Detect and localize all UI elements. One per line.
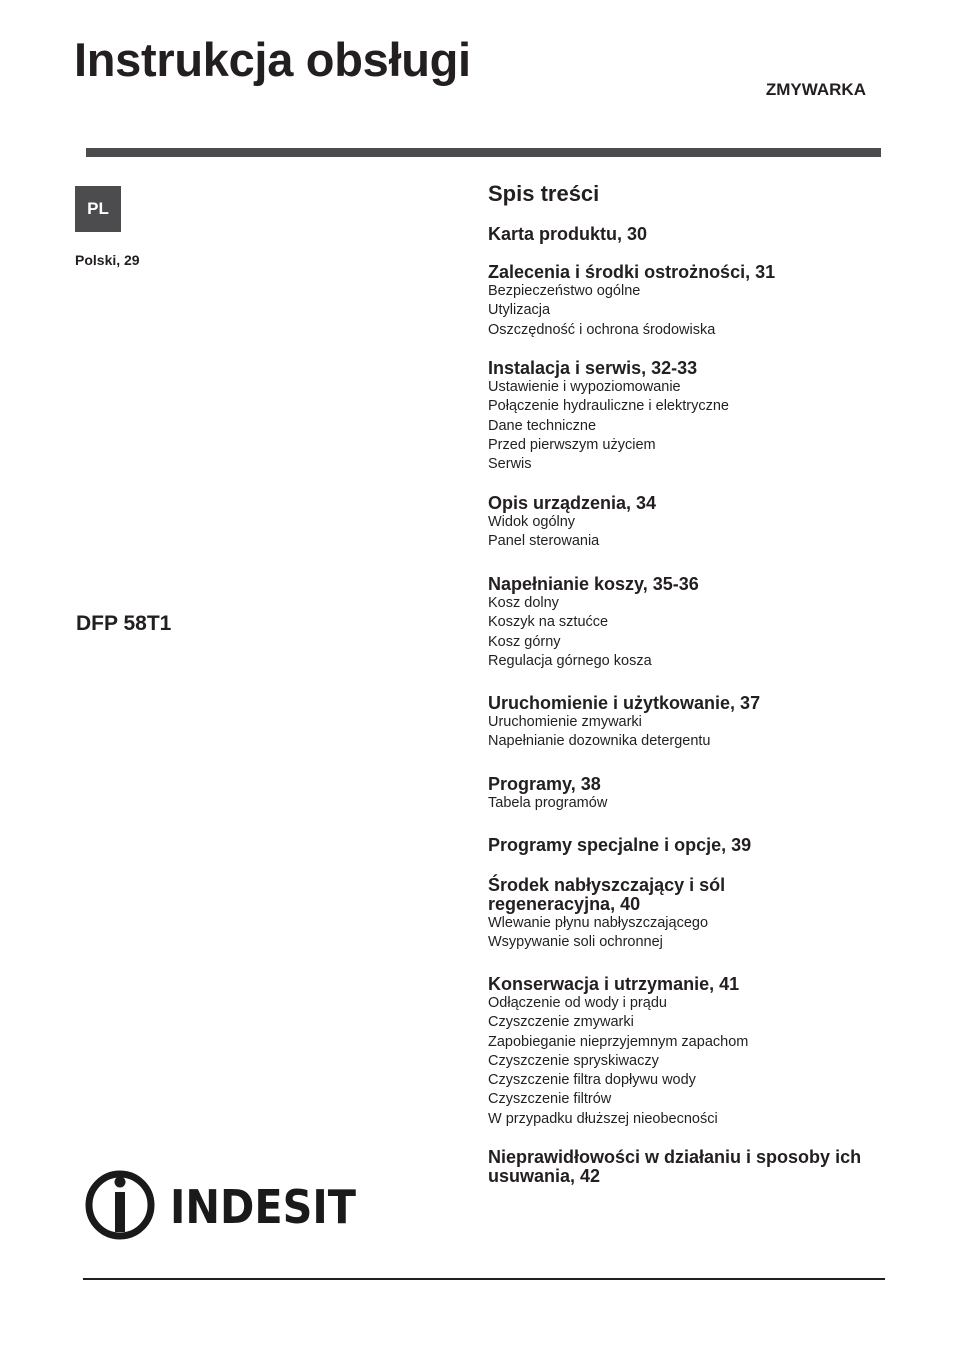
toc-subitem: Tabela programów [488, 795, 608, 811]
header-divider [86, 148, 881, 157]
toc-section-rinse-aid-salt [488, 876, 878, 953]
toc-subitem: Uruchomienie zmywarki [488, 714, 642, 730]
toc-section-title: Napełnianie koszy, 35-36 [488, 574, 699, 594]
toc-subitem: Serwis [488, 456, 532, 473]
toc-section-title: Programy specjalne i opcje, 39 [488, 835, 752, 855]
toc-subitem: Napełnianie dozownika detergentu [488, 733, 711, 750]
toc-subitem: W przypadku dłuższej nieobecności [488, 1110, 718, 1127]
toc-subitem: Panel sterowania [488, 533, 600, 550]
toc-section-installation [488, 359, 878, 474]
toc-subitem: Czyszczenie spryskiwaczy [488, 1052, 659, 1069]
toc-subitem: Zapobieganie nieprzyjemnym zapachom [488, 1033, 749, 1050]
toc-section-special-programs [488, 836, 878, 855]
toc-subitem: Kosz dolny [488, 595, 559, 611]
language-page-ref: Polski, 29 [75, 252, 140, 268]
toc-subitem: Ustawienie i wypoziomowanie [488, 379, 681, 395]
toc-heading: Spis treści [488, 181, 600, 206]
toc-subitem: Koszyk na sztućce [488, 614, 609, 631]
toc-subitem: Wlewanie płynu nabłyszczającego [488, 915, 709, 931]
toc-subitem: Wsypywanie soli ochronnej [488, 934, 663, 951]
language-badge: PL [75, 186, 121, 232]
logo-wordmark: INDESIT [170, 1180, 357, 1234]
toc-section-description [488, 494, 878, 552]
toc-subitem: Bezpieczeństwo ogólne [488, 283, 641, 299]
toc-section-title: Uruchomienie i użytkowanie, 37 [488, 693, 761, 713]
toc-section-start-use [488, 694, 878, 752]
toc-subitem: Odłączenie od wody i prądu [488, 995, 667, 1011]
toc-subitem: Dane techniczne [488, 417, 597, 434]
toc-section-product-card [488, 225, 878, 244]
toc-subitem: Czyszczenie filtra dopływu wody [488, 1072, 696, 1089]
toc-section-title: Środek nabłyszczający i sól regeneracyjna, 40 [488, 875, 726, 914]
toc-section-title: Zalecenia i środki ostrożności, 31 [488, 262, 776, 282]
toc-subitem: Czyszczenie zmywarki [488, 1014, 634, 1031]
model-name: DFP 58T1 [76, 612, 172, 635]
toc-subitem: Połączenie hydrauliczne i elektryczne [488, 398, 729, 415]
footer-divider [83, 1278, 885, 1280]
toc-section-loading-racks [488, 575, 878, 671]
page-title: Instrukcja obsługi [74, 33, 471, 86]
toc-section-title: Instalacja i serwis, 32-33 [488, 358, 698, 378]
toc-subitem: Utylizacja [488, 302, 551, 319]
toc-section-title: Konserwacja i utrzymanie, 41 [488, 974, 740, 994]
toc-subitem: Oszczędność i ochrona środowiska [488, 321, 716, 338]
toc-section-troubleshooting [488, 1148, 878, 1186]
toc-subitem: Regulacja górnego kosza [488, 652, 652, 669]
toc-section-maintenance [488, 975, 878, 1129]
toc-section-title: Nieprawidłowości w działaniu i sposoby ich usuwania, 42 [488, 1147, 862, 1186]
toc-section-safety [488, 263, 878, 340]
indesit-logo [84, 1164, 364, 1246]
product-category: ZMYWARKA [765, 80, 866, 99]
toc-section-title: Programy, 38 [488, 774, 601, 794]
toc-subitem: Widok ogólny [488, 514, 576, 530]
toc-subitem: Przed pierwszym użyciem [488, 436, 656, 453]
toc-subitem: Kosz górny [488, 633, 561, 650]
toc-section-programs [488, 775, 878, 813]
toc-section-title: Karta produktu, 30 [488, 224, 648, 244]
toc-subitem: Czyszczenie filtrów [488, 1091, 612, 1108]
toc-section-title: Opis urządzenia, 34 [488, 493, 657, 513]
